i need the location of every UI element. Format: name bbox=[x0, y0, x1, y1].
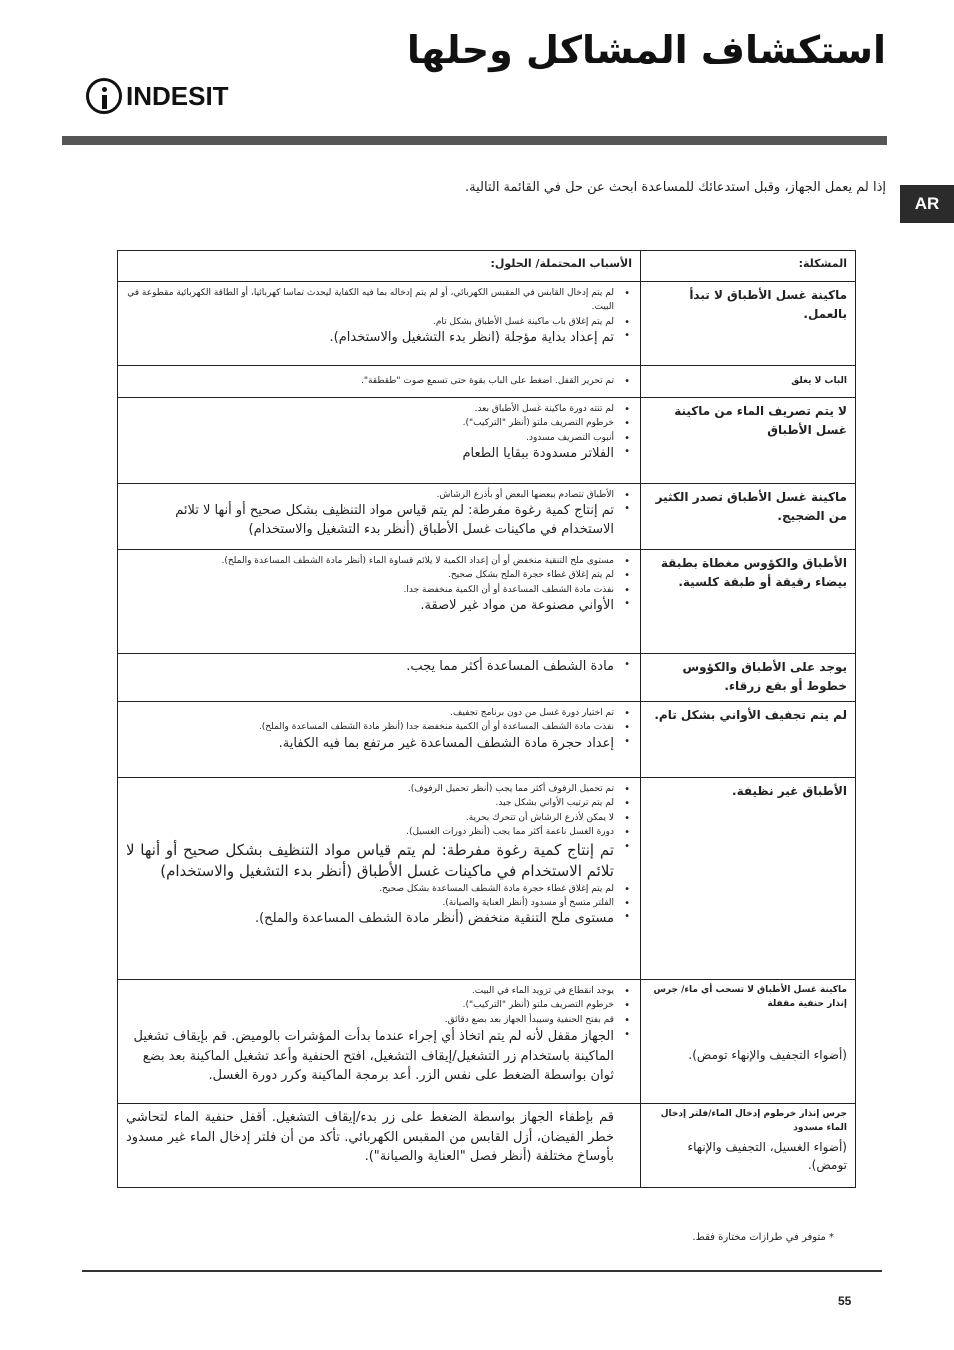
table-row bbox=[118, 654, 856, 702]
list-item: • الأواني مصنوعة من مواد غير لاصقة. bbox=[126, 597, 632, 616]
table-row bbox=[118, 702, 856, 778]
problem-cell bbox=[641, 980, 856, 1104]
list-item: • أنبوب التصريف مسدود. bbox=[126, 431, 632, 445]
list-item: • الأطباق تتصادم ببعضها البعض أو بأذرع الرشاش. bbox=[126, 488, 632, 502]
list-item: • مستوى ملح التنقية منخفض (أنظر مادة الشطف المساعدة والملح). bbox=[126, 910, 632, 929]
list-item: • خرطوم التصريف ملتو (أنظر "التركيب"). bbox=[126, 416, 632, 430]
header-problem: المشكلة: bbox=[641, 251, 856, 282]
problem-cell: الأطباق والكؤوس مغطاة بطبقة بيضاء رقيقة أو طبقة كلسية. bbox=[641, 550, 856, 654]
table-row bbox=[118, 366, 856, 398]
list-item: • دورة الغسل ناعمة أكثر مما يجب (أنظر دورات الغسيل). bbox=[126, 825, 632, 839]
list-item: • تم تحميل الرفوف أكثر مما يجب (أنظر تحميل الرفوف). bbox=[126, 782, 632, 796]
brand-name: INDESIT bbox=[126, 80, 229, 111]
problem-note: (أضواء التجفيف والإنهاء تومض). bbox=[688, 1047, 847, 1062]
list-item: • مادة الشطف المساعدة أكثر مما يجب. bbox=[126, 658, 632, 677]
solutions-cell bbox=[118, 1104, 641, 1188]
table-row bbox=[118, 1104, 856, 1188]
list-item: • خرطوم التصريف ملتو (أنظر "التركيب"). bbox=[126, 998, 632, 1012]
list-item: • تم إعداد بداية مؤجلة (انظر بدء التشغيل والاستخدام). bbox=[126, 329, 632, 348]
list-item: • لم يتم إغلاق باب ماكينة غسل الأطباق بشكل تام. bbox=[126, 315, 632, 329]
intro-text: إذا لم يعمل الجهاز، وقبل استدعائك للمساعدة ابحث عن حل في القائمة التالية. bbox=[464, 180, 886, 195]
table-row bbox=[118, 980, 856, 1104]
problem-title: ماكينة غسل الأطباق لا تسحب أي ماء/ جرس إنذار حنفية مقفلة bbox=[653, 985, 847, 1009]
footnote: * متوفر في طرازات مختارة فقط. bbox=[692, 1232, 834, 1243]
table-header-row bbox=[118, 251, 856, 282]
list-item: • تم إنتاج كمية رغوة مفرطة: لم يتم قياس مواد التنظيف بشكل صحيح أو أنها لا تلائم الاستخدام في ماكينات غسل الأطباق (أنظر بدء التشغيل والاستخدام) bbox=[126, 502, 632, 540]
troubleshooting-table bbox=[117, 250, 856, 1188]
list-item: • نفذت مادة الشطف المساعدة أو أن الكمية منخفضة جدا. bbox=[126, 583, 632, 597]
problem-cell: الأطباق غير نظيفة. bbox=[641, 778, 856, 980]
list-item: • لم يتم إغلاق غطاء حجرة مادة الشطف المساعدة بشكل صحيح. bbox=[126, 882, 632, 896]
solutions-cell bbox=[118, 484, 641, 550]
list-item: • لم تنته دورة ماكينة غسل الأطباق بعد. bbox=[126, 402, 632, 416]
solutions-cell bbox=[118, 702, 641, 778]
list-item: • لم يتم إغلاق غطاء حجرة الملح بشكل صحيح. bbox=[126, 568, 632, 582]
brand-logo bbox=[86, 78, 229, 114]
solutions-cell bbox=[118, 398, 641, 484]
problem-cell bbox=[641, 1104, 856, 1188]
footer-rule bbox=[82, 1270, 882, 1272]
header-rule bbox=[62, 136, 887, 145]
problem-note: (أضواء الغسيل، التجفيف والإنهاء تومض). bbox=[687, 1139, 847, 1173]
list-item: • تم اختيار دورة غسل من دون برنامج تجفيف. bbox=[126, 706, 632, 720]
table-row bbox=[118, 398, 856, 484]
list-item: • يوجد انقطاع في تزويد الماء في البيت. bbox=[126, 984, 632, 998]
page-number: 55 bbox=[838, 1294, 852, 1308]
problem-title: جرس إنذار خرطوم إدخال الماء/فلتر إدخال الماء مسدود bbox=[660, 1109, 847, 1133]
header-solutions: الأسباب المحتملة/ الحلول: bbox=[118, 251, 641, 282]
list-item: • لم يتم ترتيب الأواني بشكل جيد. bbox=[126, 796, 632, 810]
list-item: • إعداد حجرة مادة الشطف المساعدة غير مرتفع بما فيه الكفاية. bbox=[126, 735, 632, 754]
indesit-logo-icon bbox=[86, 78, 122, 114]
problem-cell: ماكينة غسل الأطباق تصدر الكثير من الضجيج. bbox=[641, 484, 856, 550]
list-item: • قم بفتح الحنفية وسيبدأ الجهاز بعد بضع دقائق. bbox=[126, 1013, 632, 1027]
list-item: • الفلاتر مسدودة ببقايا الطعام bbox=[126, 445, 632, 464]
problem-cell: يوجد على الأطباق والكؤوس خطوط أو بقع زرقاء. bbox=[641, 654, 856, 702]
language-tab: AR bbox=[900, 185, 954, 223]
list-item: • لا يمكن لأذرع الرشاش أن تتحرك بحرية. bbox=[126, 811, 632, 825]
list-item: • تم إنتاج كمية رغوة مفرطة: لم يتم قياس مواد التنظيف بشكل صحيح أو أنها لا تلائم الاستخدام في ماكينات غسل الأطباق (أنظر بدء التشغيل والاستخدام) bbox=[126, 840, 632, 882]
list-item: • تم تحرير القفل. اضغط على الباب بقوة حتى تسمع صوت "طقطقة". bbox=[126, 374, 632, 388]
problem-cell: لا يتم تصريف الماء من ماكينة غسل الأطباق bbox=[641, 398, 856, 484]
list-item: • نفذت مادة الشطف المساعدة أو أن الكمية منخفضة جدا (أنظر مادة الشطف المساعدة والملح). bbox=[126, 720, 632, 734]
solutions-cell bbox=[118, 550, 641, 654]
page-title: استكشاف المشاكل وحلها bbox=[406, 28, 886, 72]
solutions-cell bbox=[118, 366, 641, 398]
problem-cell: الباب لا يغلق bbox=[641, 366, 856, 398]
problem-cell: ماكينة غسل الأطباق لا تبدأ بالعمل. bbox=[641, 282, 856, 366]
solutions-cell bbox=[118, 282, 641, 366]
table-row bbox=[118, 282, 856, 366]
solutions-cell bbox=[118, 980, 641, 1104]
list-item: • مستوى ملح التنقية منخفض أو أن إعداد الكمية لا يلائم قساوة الماء (أنظر مادة الشطف المساعدة والملح). bbox=[126, 554, 632, 568]
solution-text: قم بإطفاء الجهاز بواسطة الضغط على زر بدء/إيقاف التشغيل. أقفل حنفية الماء لتحاشي خطر الفيضان، أزل القابس من المقبس الكهربائي. تأكد من أن فلتر إدخال الماء غير مسدود بأوساخ مختلفة (أنظر فصل "العناية والصيانة"). bbox=[126, 1110, 614, 1164]
solutions-cell bbox=[118, 778, 641, 980]
solutions-cell bbox=[118, 654, 641, 702]
list-item: • الجهاز مقفل لأنه لم يتم اتخاذ أي إجراء عندما بدأت المؤشرات بالوميض. قم بإيقاف تشغيل الماكينة باستخدام زر التشغيل/إيقاف التشغيل، افتح الحنفية وأعد تشغيل الماكينة بعد بضع ثوان بواسطة الضغط على نفس الزر. أعد برمجة الماكينة وكرر دورة الغسل. bbox=[126, 1027, 632, 1086]
table-row bbox=[118, 550, 856, 654]
table-row bbox=[118, 778, 856, 980]
table-row bbox=[118, 484, 856, 550]
problem-cell: لم يتم تجفيف الأواني بشكل تام. bbox=[641, 702, 856, 778]
list-item: • الفلتر متسخ أو مسدود (أنظر العناية والصيانة). bbox=[126, 896, 632, 910]
list-item: • لم يتم إدخال القابس في المقبس الكهربائي، أو لم يتم إدخاله بما فيه الكفاية ليحدث تماسا كهربائيا، أو الطاقة الكهربائية مقطوعة في البيت. bbox=[126, 286, 632, 315]
